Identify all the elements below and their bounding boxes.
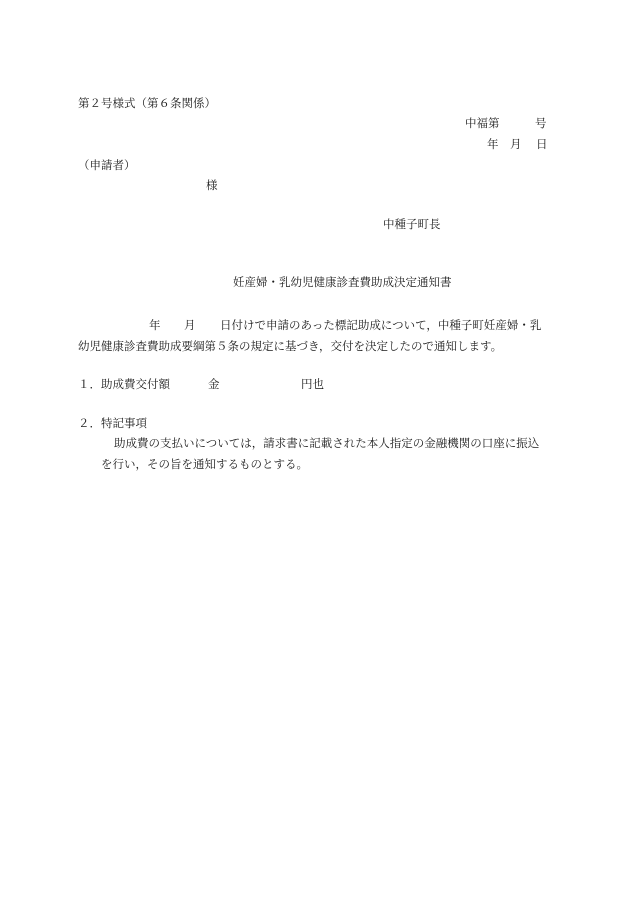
issuer-name: 中種子町長 bbox=[383, 217, 441, 231]
reference-suffix: 号 bbox=[535, 116, 547, 130]
item1-currency: 金 bbox=[208, 377, 220, 391]
date-month: 月 bbox=[510, 137, 522, 151]
item1-label: １．助成費交付額 bbox=[78, 377, 170, 391]
body-line2: 幼児健康診査費助成要綱第５条の規定に基づき，交付を決定したので通知します。 bbox=[78, 339, 503, 353]
reference-prefix: 中福第 bbox=[465, 116, 500, 130]
item2-line2: を行い，その旨を通知するものとする。 bbox=[101, 457, 308, 471]
item2-line1: 助成費の支払いについては，請求書に記載された本人指定の金融機関の口座に振込 bbox=[114, 436, 540, 450]
applicant-label: （申請者） bbox=[78, 158, 136, 172]
body-line1: 日付けで申請のあった標記助成について，中種子町妊産婦・乳 bbox=[220, 318, 542, 332]
body-year: 年 bbox=[149, 318, 161, 332]
item2-label: ２．特記事項 bbox=[78, 416, 147, 430]
body-month: 月 bbox=[184, 318, 196, 332]
date-day: 日 bbox=[536, 137, 548, 151]
applicant-honorific: 様 bbox=[206, 178, 218, 192]
document-title: 妊産婦・乳幼児健康診査費助成決定通知書 bbox=[233, 275, 452, 289]
date-year: 年 bbox=[487, 137, 499, 151]
item1-unit: 円也 bbox=[301, 377, 324, 391]
form-number: 第２号様式（第６条関係） bbox=[78, 96, 216, 110]
